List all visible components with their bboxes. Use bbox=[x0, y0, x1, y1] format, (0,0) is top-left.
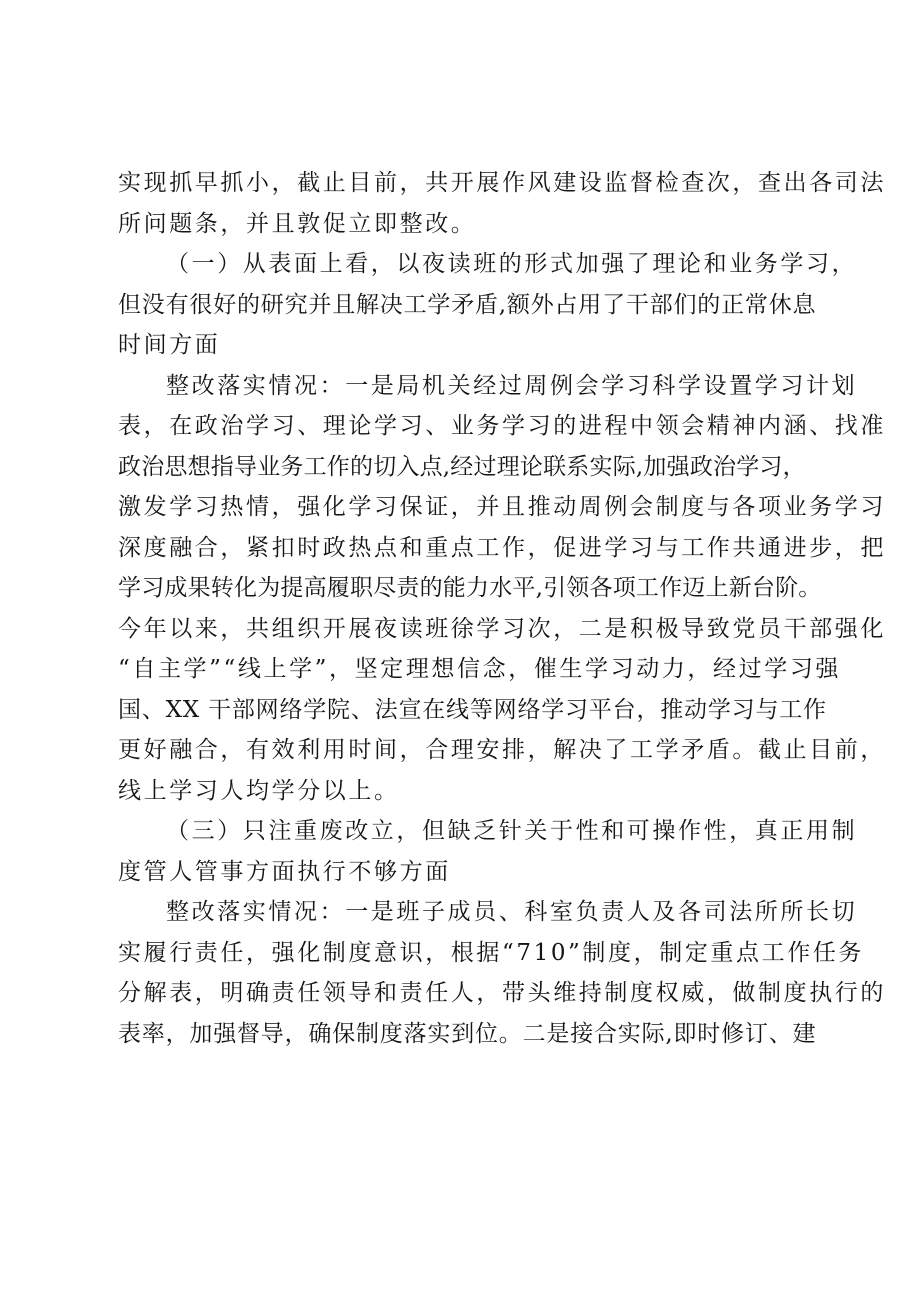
paragraph-issue-one-heading bbox=[118, 244, 858, 366]
paragraph-issue-three-heading bbox=[118, 811, 858, 892]
text-line: 但没有很好的研究并且解决工学矛盾,额外占用了干部们的正常休息 bbox=[118, 291, 817, 318]
text-line: （一）从表面上看，以夜读班的形式加强了理论和业务学习， bbox=[166, 251, 858, 277]
paragraph-rectification-one bbox=[118, 366, 886, 812]
text-line: 深度融合，紧扣时政热点和重点工作，促进学习与工作共通进步，把 bbox=[118, 534, 886, 561]
paragraph-rectification-three bbox=[118, 892, 886, 1054]
text-line: 激发学习热情，强化学习保证，并且推动周例会制度与各项业务学习 bbox=[118, 494, 886, 520]
text-line: 更好融合，有效利用时间，合理安排，解决了工学矛盾。截止目前， bbox=[118, 737, 886, 763]
text-line: 学习成果转化为提高履职尽责的能力水平,引领各项工作迈上新台阶。 bbox=[118, 575, 822, 601]
text-line: 表率，加强督导，确保制度落实到位。二是接合实际,即时修订、建 bbox=[118, 1020, 817, 1047]
paragraph-inspection-summary bbox=[118, 163, 886, 244]
text-line: 实履行责任，强化制度意识，根据“710”制度，制定重点工作任务 bbox=[118, 939, 865, 966]
text-line: （三）只注重废改立，但缺乏针关于性和可操作性，真正用制 bbox=[166, 818, 858, 844]
document-body bbox=[118, 163, 886, 1054]
text-line: 所问题条，并且敦促立即整改。 bbox=[118, 210, 477, 237]
text-line: 实现抓早抓小，截止目前，共开展作风建设监督检查次，查出各司法 bbox=[118, 170, 886, 196]
text-line: 表，在政治学习、理论学习、业务学习的进程中领会精神内涵、找准 bbox=[118, 413, 886, 439]
text-line: 政治思想指导业务工作的切入点,经过理论联系实际,加强政治学习， bbox=[118, 453, 806, 480]
text-line: “自主学”“线上学”，坚定理想信念，催生学习动力，经过学习强 bbox=[118, 656, 842, 682]
text-line: 今年以来，共组织开展夜读班徐学习次，二是积极导致党员干部强化 bbox=[118, 615, 886, 642]
text-line: 整改落实情况：一是局机关经过周例会学习科学设置学习计划 bbox=[166, 372, 858, 399]
text-line: 度管人管事方面执行不够方面 bbox=[118, 858, 451, 885]
text-line: 时间方面 bbox=[118, 332, 221, 358]
text-line: 分解表，明确责任领导和责任人，带头维持制度权威，做制度执行的 bbox=[118, 980, 886, 1006]
text-line: 国、XX 干部网络学院、法宣在线等网络学习平台，推动学习与工作 bbox=[118, 696, 827, 723]
text-line: 整改落实情况：一是班子成员、科室负责人及各司法所所长切 bbox=[166, 899, 858, 925]
text-line: 线上学习人均学分以上。 bbox=[118, 777, 400, 804]
